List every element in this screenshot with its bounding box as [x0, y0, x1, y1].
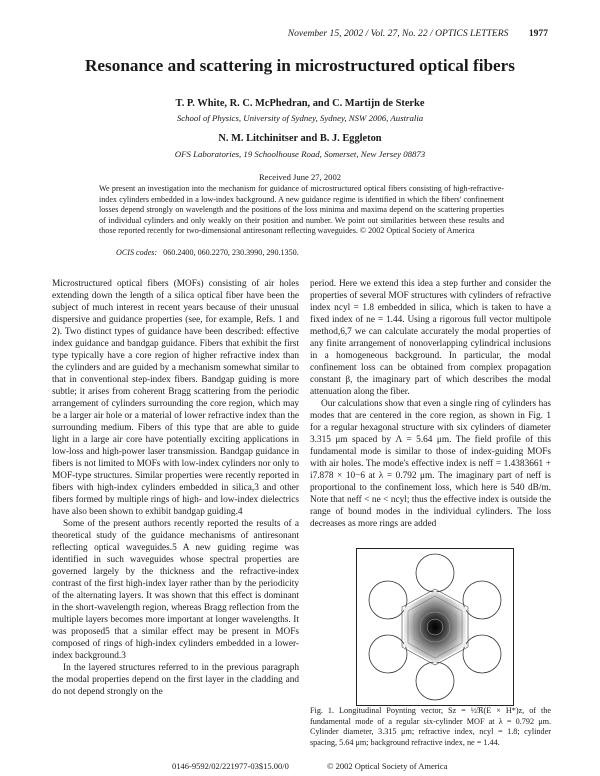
body-paragraph: Some of the present authors recently reported the results of a theoretical study of the guidance mechanisms of antiresonant reflecting optical waveguides.5 A new guiding regime was identified in such waveguides whose spectral properties are governed largely by the thickness and the refractive-index contrast of the first high-index layer rather than by the periodicity of the alternating layers. It was shown that this effect is dominant in the short-wavelength region, whereas Bragg reflection from the multiple layers becomes more important at longer wavelengths. It was proposed5 that a similar effect may be present in MOFs composed of rings of high-index cylinders embedded in a lower-index background.3 [52, 519, 299, 661]
body-paragraph: In the layered structures referred to in the previous paragraph the modal properties depend on the first layer in the cladding and do not depend strongly on the [52, 663, 299, 697]
affiliation-2: OFS Laboratories, 19 Schoolhouse Road, Somerset, New Jersey 08873 [174, 149, 426, 159]
ocis-label: OCIS codes: [116, 248, 158, 257]
cylinder [416, 554, 454, 592]
footer-copyright: © 2002 Optical Society of America [327, 761, 448, 771]
ocis-values: 060.2400, 060.2270, 230.3990, 290.1350. [163, 248, 299, 257]
page-number: 1977 [528, 28, 548, 39]
article-code: 0146-9592/02/221977-03$15.00/0 [172, 761, 289, 771]
figure-1-caption: Fig. 1. Longitudinal Poynting vector, Sz = ½ℜ(E × H*)z, of the fundamental mode of a regular six-cylinder MOF at λ = 0.792 μm. Cylinder diameter, 3.315 μm; refractive index, ncyl = 1.8; cylinder spacing, 5.64 μm; background refractive index, ne = 1.44. [310, 706, 551, 747]
left-column [52, 278, 299, 698]
cylinder [369, 581, 407, 619]
running-header [288, 28, 548, 39]
authors-group-2: N. M. Litchinitser and B. J. Eggleton [218, 133, 382, 144]
body-paragraph: Microstructured optical fibers (MOFs) consisting of air holes extending down the length of a silica optical fiber have been the subject of much interest in recent years because of their unusual dispersive and guidance properties (see, for example, Refs. 1 and 2). Two distinct types of guidance have been described: effective index guidance and bandgap guidance. Fibers that exhibit the first type typically have a core region of higher refractive index than the cylinders and are guided by a mechanism somewhat similar to that in conventional step-index fibers. Bandgap guiding is more subtle; it arises from coherent Bragg scattering from the periodic arrangement of cylinders surrounding the core region, which may be a larger air hole or a material of lower refractive index than the surrounding medium. Fibers of this type that are able to guide light in a large air core have potentially exciting applications in low-loss and high-power laser transmission. Bandgap guidance in fibers is not limited to MOFs with low-index cylinders nor only to MOF-type structures. Similar properties were recently reported in fibers with high-index cylinders embedded in silica,3 and other fibers formed by multiple rings of high- and low-index dielectrics have also been shown to exhibit bandgap guiding.4 [52, 279, 299, 517]
cylinder [463, 635, 501, 673]
body-paragraph: period. Here we extend this idea a step further and consider the properties of several MOF structures with cylinders of refractive index ncyl = 1.8 embedded in silica, which is taken to have a fixed index of ne = 1.44. Using a rigorous full vector multipole method,6,7 we can calculate accurately the modal properties of any finite arrangement of nonoverlapping cylindrical inclusions in a homogeneous background. In particular, the modal confinement loss can be obtained from complex propagation constant β, the imaginary part of which describes the modal attenuation along the fiber. [310, 279, 551, 397]
affiliation-1: School of Physics, University of Sydney, Sydney, NSW 2006, Australia [176, 113, 424, 123]
ocis-codes [116, 248, 299, 257]
authors-group-1: T. P. White, R. C. McPhedran, and C. Martijn de Sterke [175, 98, 425, 109]
right-column [310, 278, 551, 530]
figure-1-field-plot [356, 548, 514, 706]
received-date: Received June 27, 2002 [258, 172, 342, 182]
running-head-text: November 15, 2002 / Vol. 27, No. 22 / OPTICS LETTERS [287, 28, 509, 39]
body-paragraph: Our calculations show that even a single ring of cylinders has modes that are centered in the core region, as shown in Fig. 1 for a regular hexagonal structure with six cylinders of diameter 3.315 μm spaced by Λ = 5.64 μm. The field profile of this fundamental mode is similar to those of index-guiding MOFs with air holes. The mode's effective index is neff = 1.4383661 + i7.878 × 10−6 at λ = 0.792 μm. The imaginary part of neff is proportional to the confinement loss, which here is 540 dB/m. Note that neff < ne < ncyl; thus the effective index is outside the range of bound modes in the individual cylinders. The loss decreases as more rings are added [310, 399, 551, 529]
abstract: We present an investigation into the mechanism for guidance of microstructured optical fibers consisting of high-refractive-index cylinders embedded in a low-index background. A new guidance regime is identified in which the fibers' confinement losses depend strongly on wavelength and the positions of the loss minima and maxima depend on the scattering properties of individual cylinders and only weakly on their position and number. We point out similarities between these results and those reported recently for two-dimensional antiresonant reflecting waveguides. © 2002 Optical Society of America [99, 184, 504, 236]
cylinder [463, 581, 501, 619]
cylinder [369, 635, 407, 673]
paper-title: Resonance and scattering in microstructured optical fibers [85, 56, 515, 75]
cylinder [416, 662, 454, 700]
